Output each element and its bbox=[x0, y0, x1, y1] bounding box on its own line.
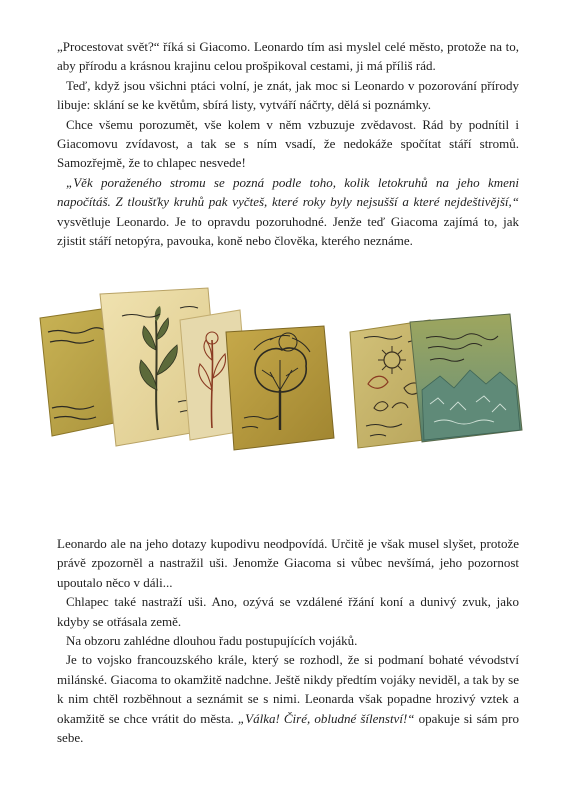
sketch-page-landscape bbox=[410, 314, 522, 442]
bottom-text-block bbox=[57, 534, 519, 747]
paragraph-text: Je to vojsko francouzského krále, který se rozhodl, že si podmaní bohaté vévodství milánské. Giacoma to okamžitě nadchne. Ještě nikdy předtím vojáky neviděl, a tak by se k nim chtěl rozběhnout a seznámit se s nimi. Leonarda však popadne hrozivý vztek a okamžitě se chce vrátit do města. bbox=[57, 652, 519, 726]
top-text-block bbox=[57, 37, 519, 250]
paragraph: „Procestovat svět?“ říká si Giacomo. Leonardo tím asi myslel celé město, protože na to, aby přírodu a krásnou krajinu celou prošpikoval cestami, ji má příliš rád. bbox=[57, 39, 519, 74]
sketch-pages-illustration bbox=[30, 280, 540, 456]
quote-text: „Válka! Čiré, obludné šílenství!“ bbox=[237, 710, 415, 726]
paragraph-text: vysvětluje Leonardo. Je to opravdu pozoruhodné. Jenže teď Giacoma zajímá to, jak zjistit stáří netopýra, pavouka, koně nebo člověka, kterého neznáme. bbox=[57, 213, 519, 249]
quote-text: „Věk poraženého stromu se pozná podle toho, kolik letokruhů na jeho kmeni napočítáš. Z tloušťky kruhů pak vyčteš, které roky byly nejsušší a které nejdeštivější,“ bbox=[57, 174, 519, 210]
paragraph: Na obzoru zahlédne dlouhou řadu postupujících vojáků. bbox=[66, 633, 358, 649]
paragraph: Chce všemu porozumět, vše kolem v něm vzbuzuje zvědavost. Rád by podnítil i Giacomovu zvídavost, a tak se s ním vsadí, že nedokáže spočítat stáří stromů. Samozřejmě, že to chlapec nesvede! bbox=[57, 116, 519, 171]
paragraph-text: opakuje si sám pro sebe. bbox=[57, 710, 519, 746]
sketch-page-tree bbox=[226, 326, 334, 450]
paragraph: Teď, když jsou všichni ptáci volní, je znát, jak moc si Leonardo v pozorování přírody libuje: sklání se ke květům, sbírá listy, vytváří náčrty, dělá si poznámky. bbox=[57, 77, 519, 113]
paragraph bbox=[57, 173, 519, 251]
paragraph: Chlapec také nastraží uši. Ano, ozývá se vzdálené řžání koní a dunivý zvuk, jako kdyby se otřásala země. bbox=[57, 594, 519, 629]
paragraph bbox=[57, 650, 519, 747]
paragraph: Leonardo ale na jeho dotazy kupodivu neodpovídá. Určitě je však musel slyšet, protože právě zpozorněl a nastražil uši. Jenomže Giacoma si vůbec nevšímá, jeho pozornost upoutalo něco v dáli... bbox=[57, 536, 519, 590]
